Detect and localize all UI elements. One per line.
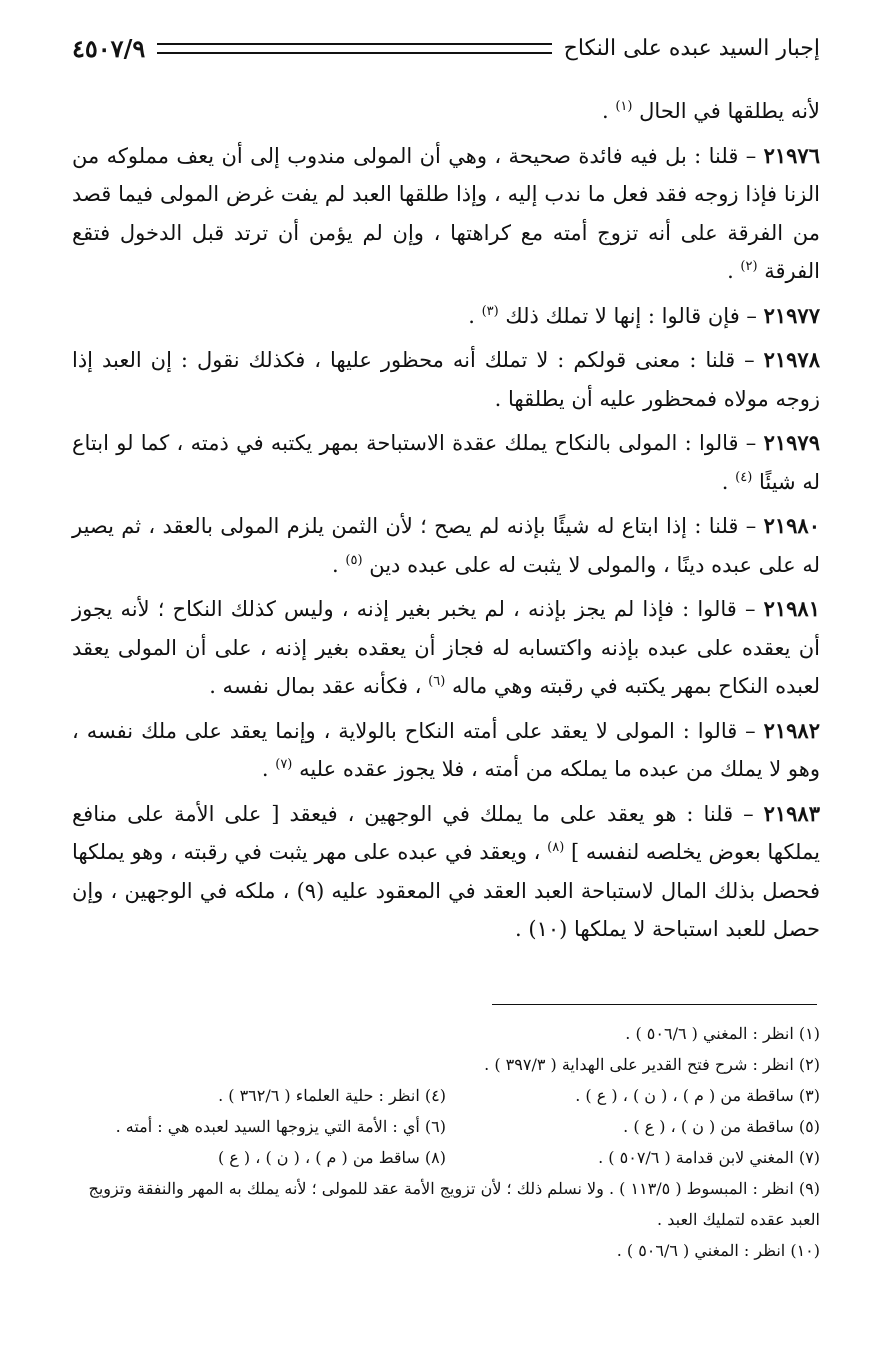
footnote: (٤) انظر : حلية العلماء ( ٣٦٢/٦ ) . — [218, 1086, 446, 1105]
issue-number: ٢١٩٧٧ — [763, 302, 820, 328]
paragraph: ٢١٩٨٣ – قلنا : هو يعقد على ما يملك في الوجهين ، فيعقد [ على الأمة على منافع يملكها بعوض يخلصه لنفسه ] $^{(٨)}$ ، ويعقد في عبده على مهر يثبت في رقبته ، وهو يملكها فحصل بذلك المال لاستباحة العبد العقد في المعقود عليه (٩) ، ملكه في الوجهين ، وإن حصل للعبد استباحة لا يملكها (١٠) . — [72, 800, 820, 941]
footnote: (٥) ساقطة من ( ن ) ، ( ع ) . — [623, 1117, 820, 1136]
issue-number: ٢١٩٨٠ — [763, 513, 820, 538]
footnote-ref[interactable]: (٣) — [481, 303, 499, 319]
footnote-ref[interactable]: (٤) — [735, 469, 753, 485]
footnote-ref[interactable]: (٥) — [345, 552, 363, 568]
issue-number: ٢١٩٧٨ — [763, 347, 820, 372]
paragraph: ٢١٩٧٦ – قلنا : بل فيه فائدة صحيحة ، وهي أن المولى مندوب إلى أن يعف مملوكه من الزنا فإذا زوجه فقد فعل ما ندب إليه ، وإذا طلقها العبد لم يفت غرض المولى فيما قصد من الفرقة على أنه تزوج أمته مع كراهتها ، وإن لم يؤمن أن ترتد قبل الدخول فتقع الفرقة $^{(٢)}$ . — [72, 142, 820, 283]
footnote: (١) انظر : المغني ( ٥٠٦/٦ ) . — [625, 1024, 820, 1043]
chapter-title: إجبار السيد عبده على النكاح — [563, 35, 820, 61]
footnotes — [72, 1018, 820, 1266]
issue-number: ٢١٩٨١ — [763, 596, 820, 621]
running-header — [72, 28, 820, 68]
paragraph: ٢١٩٧٩ – قالوا : المولى بالنكاح يملك عقدة الاستباحة بمهر يكتبه في ذمته ، كما لو ابتاع له شيئًا $^{(٤)}$ . — [72, 430, 820, 494]
footnote-ref[interactable]: (٨) — [547, 840, 565, 855]
header-double-rule — [157, 43, 551, 54]
paragraph: ٢١٩٨٢ – قالوا : المولى لا يعقد على أمته النكاح بالولاية ، وإنما يعقد على ملك نفسه ، وهو لا يملك من عبده ما يملكه من أمته ، فلا يجوز عقده عليه $^{(٧)}$ . — [72, 717, 820, 781]
paragraph: ٢١٩٨٠ – قلنا : إذا ابتاع له شيئًا بإذنه لم يصح ؛ لأن الثمن يلزم المولى بالعقد ، ثم يصير له على عبده دينًا ، والمولى لا يثبت له على عبده دين $^{(٥)}$ . — [72, 513, 820, 577]
footnote: (١٠) انظر : المغني ( ٥٠٦/٦ ) . — [616, 1241, 820, 1260]
issue-number: ٢١٩٧٩ — [763, 430, 820, 455]
footnote: (٨) ساقط من ( م ) ، ( ن ) ، ( ع ) — [217, 1148, 446, 1167]
footnote-ref[interactable]: (٧) — [275, 757, 293, 772]
issue-number: ٢١٩٧٦ — [763, 142, 820, 168]
footnote: (٣) ساقطة من ( م ) ، ( ن ) ، ( ع ) . — [575, 1086, 820, 1105]
paragraph: ٢١٩٧٧ – فإن قالوا : إنها لا تملك ذلك $^{(٣)}$ . — [468, 302, 820, 328]
footnote: (٦) أي : الأمة التي يزوجها السيد لعبده هي : أمته . — [115, 1117, 446, 1136]
footnote-ref[interactable]: (٢) — [740, 259, 758, 274]
main-text — [72, 92, 820, 955]
paragraph: ٢١٩٨١ – قالوا : فإذا لم يجز بإذنه ، لم يخبر بغير إذنه ، وليس كذلك النكاح ؛ لأنه يجوز أن يعقده على عبده بإذنه واكتسابه له فجاز أن يعقده بغير إذنه ، على أن المولى يعقد لعبده النكاح بمهر يكتبه في رقبته وهي ماله $^{(٦)}$ ، فكأنه عقد بمال نفسه . — [72, 596, 820, 698]
footnote-separator — [492, 1004, 817, 1005]
footnote: (٩) انظر : المبسوط ( ١١٣/٥ ) . ولا نسلم ذلك ؛ لأن تزويج الأمة عقد للمولى ؛ لأنه يملك به المهر والنفقة وتزويج العبد عقده لتمليك العبد . — [88, 1179, 820, 1229]
paragraph: ٢١٩٧٨ – قلنا : معنى قولكم : لا تملك أنه محظور عليها ، فكذلك نقول : إن العبد إذا زوجه مولاه فمحظور عليه أن يطلقها . — [72, 347, 820, 411]
footnote-ref[interactable]: (١) — [615, 99, 633, 114]
issue-number: ٢١٩٨٢ — [763, 717, 820, 743]
footnote-ref[interactable]: (٦) — [428, 674, 446, 689]
page-number: ٤٥٠٧/٩ — [72, 33, 146, 63]
issue-number: ٢١٩٨٣ — [763, 800, 820, 826]
footnote: (٢) انظر : شرح فتح القدير على الهداية ( ٣٩٧/٣ ) . — [484, 1055, 820, 1074]
footnote: (٧) المغني لابن قدامة ( ٥٠٧/٦ ) . — [598, 1148, 820, 1167]
paragraph: لأنه يطلقها في الحال $^{(١)}$ . — [601, 99, 820, 123]
